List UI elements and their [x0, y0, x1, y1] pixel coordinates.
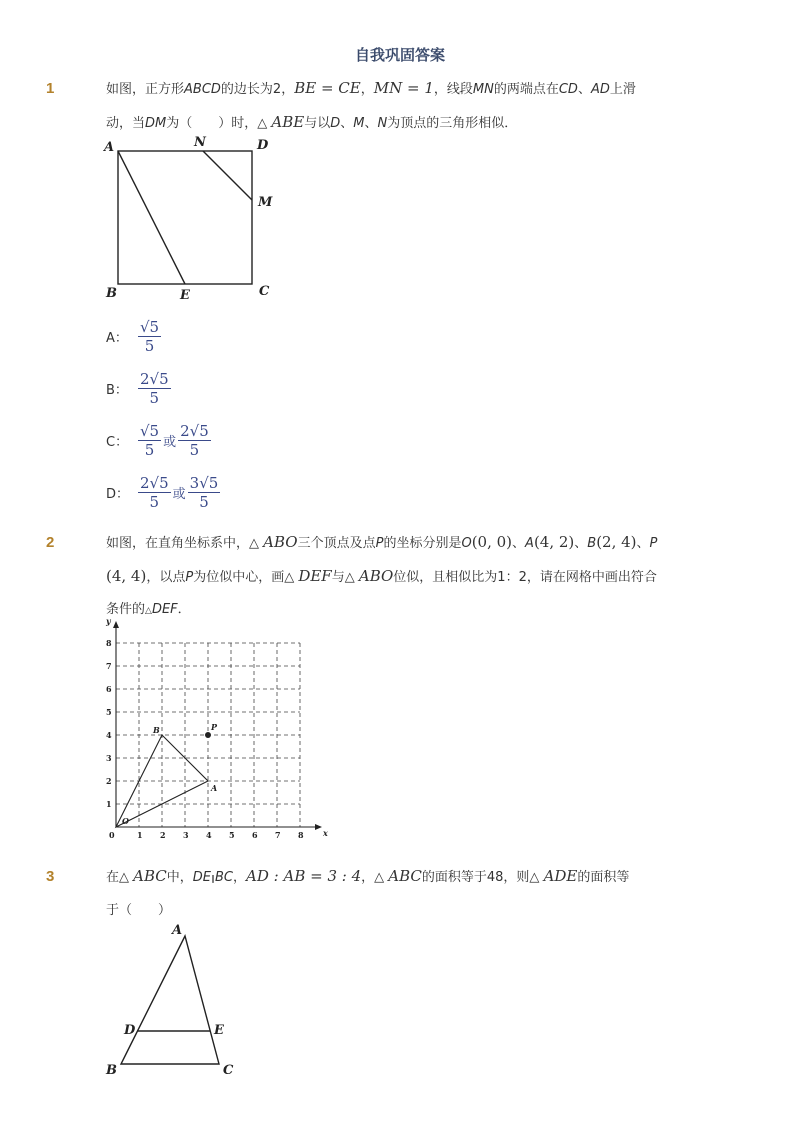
q2-var: B	[587, 536, 597, 551]
y-tick-label: 1	[106, 799, 112, 809]
q1-text-seg: 如图，正方形	[106, 82, 185, 97]
q3-var: DE	[192, 870, 212, 885]
point-label-b: B	[106, 1063, 117, 1078]
point-label-n: N	[194, 135, 206, 150]
q1-var: DM	[145, 116, 167, 131]
question-3-line-1	[106, 860, 786, 895]
question-2-line-1	[106, 526, 786, 560]
y-tick-label: 7	[106, 661, 112, 671]
option-c[interactable]	[106, 422, 211, 459]
question-3-text	[106, 860, 786, 927]
q3-math: ADE	[543, 867, 578, 885]
q2-math: (0, 0)	[471, 533, 513, 551]
y-tick-label: 4	[106, 730, 112, 740]
q1-var: N	[377, 116, 388, 131]
q1-text-seg: 为顶点的三角形相似．	[387, 116, 518, 131]
option-d-label: D：	[106, 487, 130, 502]
q2-text-seg: 、	[574, 536, 588, 551]
q2-math: (2, 4)	[596, 533, 637, 551]
fraction	[188, 474, 221, 511]
q2-text-seg: 与△	[331, 570, 359, 585]
q3-text-seg: 于（ ）	[106, 903, 172, 918]
q2-math: ABO	[358, 567, 394, 585]
point-label-c: C	[259, 284, 270, 299]
point-label-b: B	[153, 725, 160, 735]
q2-text-seg: ，以点	[146, 570, 186, 585]
x-axis-arrow	[315, 824, 322, 830]
q2-var: P	[185, 570, 194, 585]
q2-text-seg: 的坐标分别是	[383, 536, 462, 551]
point-label-e: E	[180, 288, 190, 303]
frac-num: 2√5	[140, 474, 169, 492]
q3-parallel-symbol: ∥	[211, 874, 216, 883]
question-1-text	[106, 72, 786, 140]
question-number-3: 3	[46, 868, 55, 885]
frac-den: 5	[189, 441, 200, 459]
x-tick-label: 2	[160, 830, 166, 840]
q2-math: DEF	[298, 567, 332, 585]
q2-var: A	[525, 536, 534, 551]
option-a-label: A：	[106, 331, 128, 346]
segment-ae	[118, 151, 185, 284]
or-separator: 或	[172, 487, 186, 502]
q1-var: MN	[472, 82, 494, 97]
q2-var: P	[649, 536, 658, 551]
square-abcd	[118, 151, 252, 284]
q1-text-seg: ，线段	[433, 82, 473, 97]
q1-text-seg: 与以	[304, 116, 331, 131]
y-tick-label: 5	[106, 707, 112, 717]
q3-text-seg: 中，	[166, 870, 193, 885]
q2-math: (4, 2)	[533, 533, 575, 551]
y-tick-label: 3	[106, 753, 112, 763]
triangle-abc	[121, 936, 219, 1064]
y-tick-label: 6	[106, 684, 112, 694]
point-label-m: M	[258, 195, 273, 210]
y-tick-label: 8	[106, 638, 112, 648]
point-label-a: A	[172, 923, 183, 938]
q1-var: ABCD	[184, 82, 221, 97]
x-tick-label: 1	[137, 830, 143, 840]
frac-num: √5	[140, 422, 160, 440]
point-label-a: A	[104, 140, 115, 155]
q2-var: P	[375, 536, 384, 551]
q1-text-seg: 上滑	[609, 82, 636, 97]
q1-text-seg: 、	[577, 82, 591, 97]
point-label-o: O	[122, 816, 129, 826]
question-1-figure	[100, 134, 280, 306]
option-b[interactable]	[106, 370, 171, 407]
q1-text-seg: 、	[340, 116, 354, 131]
question-1-line-1	[106, 72, 786, 106]
question-number-2: 2	[46, 534, 55, 551]
frac-den: 5	[144, 337, 155, 355]
q3-text-seg: 的面积等于48，则△	[421, 870, 544, 885]
q3-text-seg: 在△	[106, 870, 134, 885]
tick-labels	[106, 638, 304, 840]
option-c-label: C：	[106, 435, 129, 450]
q3-text-seg: ，	[233, 870, 247, 885]
q2-math: (4, 4)	[106, 567, 147, 585]
q1-text-seg: 动，当	[106, 116, 146, 131]
q1-text-seg: 的两端点在	[493, 82, 559, 97]
frac-num: 2√5	[180, 422, 209, 440]
fraction	[178, 422, 211, 459]
q2-var: O	[461, 536, 472, 551]
point-label-b: B	[106, 286, 117, 301]
x-tick-label: 7	[275, 830, 281, 840]
frac-num: √5	[140, 318, 160, 336]
point-label-p: P	[211, 722, 218, 732]
fraction	[138, 370, 171, 407]
x-tick-label: 8	[298, 830, 304, 840]
q1-var: M	[353, 116, 365, 131]
frac-den: 5	[149, 493, 160, 511]
fraction	[138, 422, 161, 459]
x-tick-label: 5	[229, 830, 235, 840]
q1-text-seg: 的边长为2，	[220, 82, 295, 97]
q3-math: AD : AB = 3 : 4	[246, 867, 362, 885]
q2-text-seg: 条件的	[106, 602, 146, 617]
question-2-line-2	[106, 560, 786, 594]
x-tick-label: 0	[109, 830, 115, 840]
page-title: 自我巩固答案	[354, 46, 445, 64]
frac-den: 5	[199, 493, 209, 511]
q2-text-seg: 位似，且相似比为1：2，请在网格中画出符合	[393, 570, 657, 585]
q2-text-seg: 为位似中心，画△	[193, 570, 299, 585]
point-label-d: D	[124, 1023, 136, 1038]
point-p-marker	[205, 732, 211, 738]
question-number-1: 1	[46, 80, 55, 97]
x-tick-label: 3	[183, 830, 189, 840]
y-axis-arrow	[113, 621, 119, 628]
option-b-label: B：	[106, 383, 128, 398]
q3-math: ABC	[388, 867, 422, 885]
q3-text-seg: ，△	[361, 870, 389, 885]
question-3-figure	[100, 920, 250, 1080]
q2-text-seg: 三个顶点及点	[297, 536, 376, 551]
option-d[interactable]	[106, 474, 220, 511]
point-label-a: A	[211, 783, 218, 793]
point-label-d: D	[257, 138, 269, 153]
frac-num: 3√5	[189, 474, 219, 492]
x-tick-label: 6	[252, 830, 258, 840]
q1-var: AD	[590, 82, 610, 97]
q1-var: D	[330, 116, 341, 131]
q1-text-seg: ，	[360, 82, 374, 97]
or-separator: 或	[163, 435, 177, 450]
question-2-text	[106, 526, 786, 627]
point-label-c: C	[223, 1063, 234, 1078]
q2-var: DEF	[151, 602, 178, 617]
q1-math: BE = CE	[294, 79, 361, 97]
x-axis-label: x	[323, 828, 328, 838]
option-a[interactable]	[106, 318, 161, 355]
q1-math: ABE	[271, 113, 305, 131]
fraction	[138, 474, 171, 511]
frac-den: 5	[149, 389, 160, 407]
y-axis-label: y	[106, 616, 111, 626]
q2-math: ABO	[263, 533, 298, 551]
q3-math: ABC	[133, 867, 167, 885]
q3-text-seg: 的面积等	[577, 870, 630, 885]
q1-var: CD	[558, 82, 578, 97]
point-labels	[122, 722, 218, 826]
question-2-coordinate-grid	[100, 615, 336, 847]
q2-text-seg: 、	[512, 536, 526, 551]
q1-text-seg: 为（ ）时，△	[166, 116, 272, 131]
q2-text-seg: ．	[177, 602, 191, 617]
frac-num: 2√5	[140, 370, 169, 388]
q3-var: BC	[215, 870, 234, 885]
q1-text-seg: 、	[364, 116, 378, 131]
q2-text-seg: 、	[636, 536, 650, 551]
q2-text-seg: 如图，在直角坐标系中，△	[106, 536, 264, 551]
x-tick-label: 4	[206, 830, 212, 840]
q1-math: MN = 1	[373, 79, 434, 97]
point-label-e: E	[214, 1023, 224, 1038]
frac-den: 5	[144, 441, 155, 459]
segment-nm	[203, 151, 252, 200]
fraction	[138, 318, 161, 355]
y-tick-label: 2	[106, 776, 112, 786]
q2-triangle-symbol: △	[145, 606, 152, 616]
